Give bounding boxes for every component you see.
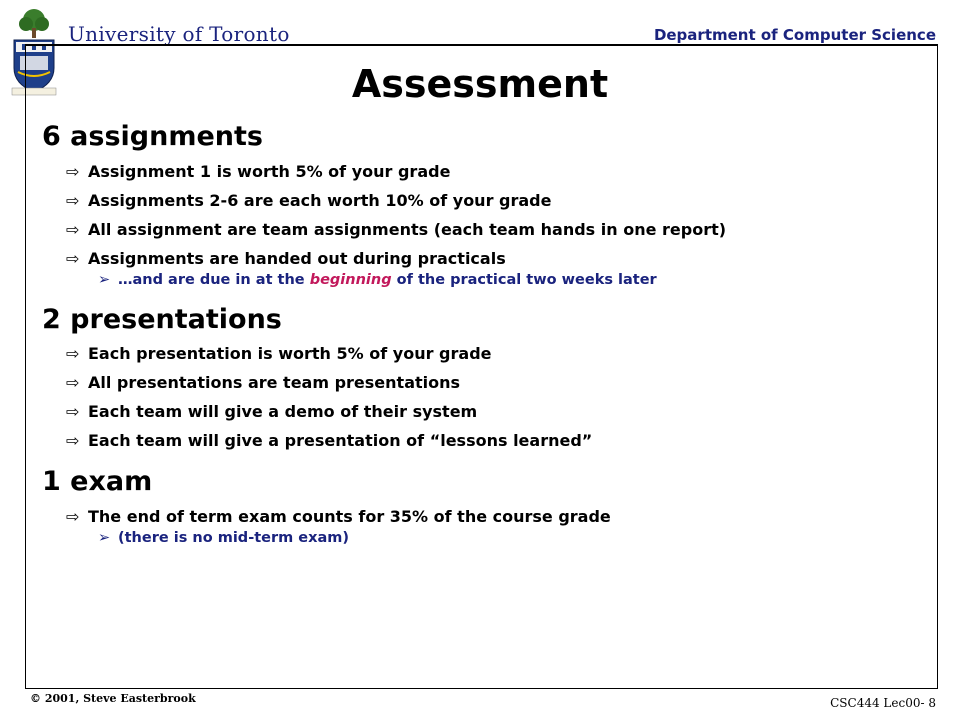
- sub-text-after: of the practical two weeks later: [391, 271, 657, 288]
- pointer-arrow-icon: ⇨: [66, 344, 80, 364]
- emphasis-text: beginning: [309, 271, 392, 288]
- copyright-notice: © 2001, Steve Easterbrook: [30, 692, 196, 705]
- section-exam: [42, 467, 922, 547]
- list-item: [42, 431, 922, 451]
- pointer-arrow-icon: ⇨: [66, 161, 80, 181]
- slide-content: [42, 122, 922, 563]
- list-item-text: Each team will give a presentation of “lessons learned”: [88, 431, 593, 451]
- sub-text-before: …and are due in at the: [118, 271, 310, 288]
- department-name: Department of Computer Science: [653, 26, 936, 44]
- university-name: University of Toronto: [68, 22, 290, 46]
- section-assignments: [42, 122, 922, 289]
- sub-list-item: [42, 271, 922, 289]
- section-heading: 1 exam: [42, 466, 153, 498]
- pointer-arrow-icon: ⇨: [66, 431, 80, 451]
- section-presentations: [42, 305, 922, 452]
- list-item: [42, 373, 922, 393]
- pointer-arrow-icon: ⇨: [66, 190, 80, 210]
- section-heading: 6 assignments: [42, 121, 263, 152]
- list-item-text: Each presentation is worth 5% of your grade: [88, 344, 492, 364]
- pointer-arrow-icon: ⇨: [66, 402, 80, 422]
- list-item: [42, 507, 922, 527]
- list-item-text: All assignment are team assignments (each team hands in one report): [88, 219, 727, 239]
- pointer-arrow-icon: ⇨: [66, 373, 80, 393]
- list-item-text: Each team will give a demo of their system: [88, 402, 478, 422]
- list-item-text: All presentations are team presentations: [88, 373, 461, 393]
- list-item: [42, 344, 922, 364]
- section-heading: 2 presentations: [42, 303, 282, 335]
- pointer-arrow-icon: ⇨: [66, 248, 80, 268]
- pointer-arrow-icon: ⇨: [66, 219, 80, 239]
- sub-list-item: [42, 529, 922, 547]
- list-item: [42, 402, 922, 422]
- list-item-text: Assignments 2-6 are each worth 10% of your grade: [88, 190, 552, 210]
- tree-icon: [19, 9, 49, 38]
- slide-number: CSC444 Lec00- 8: [830, 696, 936, 710]
- pointer-arrow-icon: ⇨: [66, 507, 80, 527]
- arrowhead-bullet-icon: ➢: [98, 530, 111, 547]
- list-item: [42, 162, 922, 182]
- sub-text: (there is no mid-term exam): [118, 530, 349, 547]
- list-item-text: Assignments are handed out during practicals: [88, 248, 506, 268]
- arrowhead-bullet-icon: ➢: [98, 271, 111, 288]
- slide-title: Assessment: [351, 62, 609, 106]
- list-item-text: The end of term exam counts for 35% of the course grade: [88, 507, 611, 527]
- list-item: [42, 249, 922, 269]
- list-item: [42, 220, 922, 240]
- list-item-text: Assignment 1 is worth 5% of your grade: [88, 161, 451, 181]
- list-item: [42, 191, 922, 211]
